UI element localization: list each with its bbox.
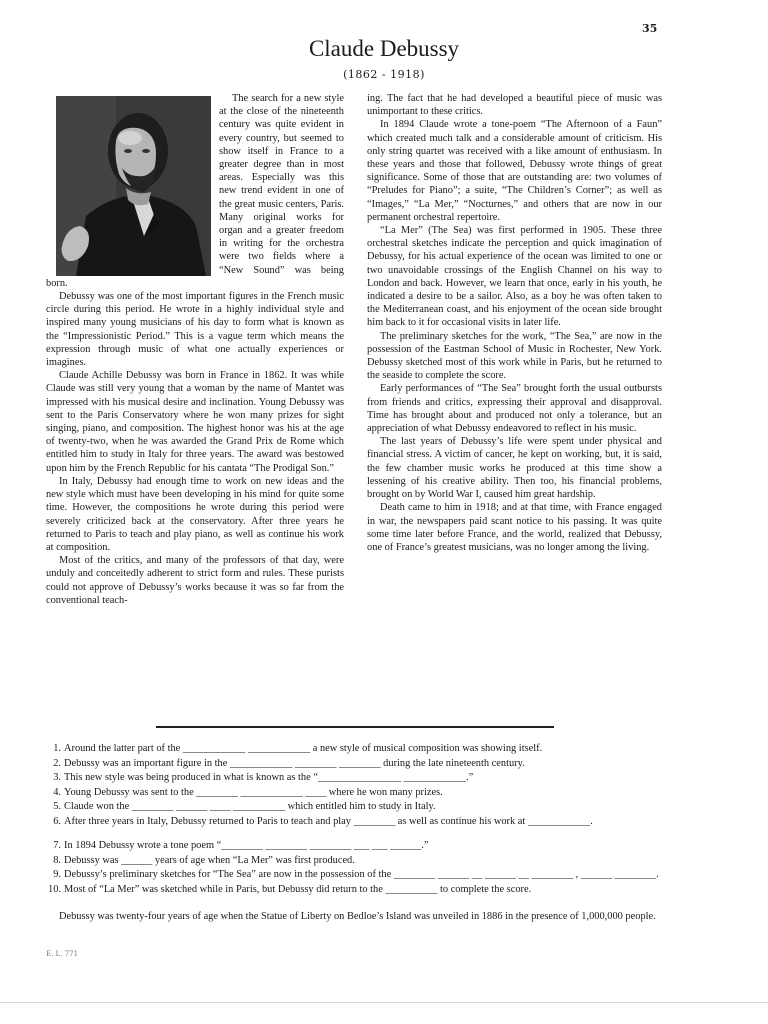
paragraph: Early performances of “The Sea” brought forth the usual outbursts from friends and critics, expressing their approval and disapproval. Time has brought about and produced not only a tolerance, but an appreciation of what Debussy endeavored to reflect in his music. — [367, 383, 662, 435]
question-number: 4. — [53, 786, 61, 798]
left-column — [46, 92, 344, 607]
question-number: 9. — [53, 869, 61, 880]
question-text: Young Debussy was sent to the ________ ____________ ____ where he won many prizes. — [64, 786, 443, 798]
page-title: Claude Debussy — [308, 36, 460, 61]
paragraph: In 1894 Claude wrote a tone-poem “The Afternoon of a Faun” which created much talk and a considerable amount of criticism. His only string quartet was received with a like amount of enthusiasm. In these years and those that followed, Debussy wrote things of great significance. Some of those that are outstanding are: two volumes of “Preludes for Piano”; a suite, “The Children’s Corner”; as well as “Images,” “La Mer,” “Nocturnes,” and others that are now in our permanent orchestral repertoire. — [367, 119, 662, 223]
question-item — [46, 883, 676, 898]
question-text: After three years in Italy, Debussy returned to Paris to teach and play ________ as well as continue his work at ____________. — [64, 815, 593, 827]
question-item — [46, 771, 676, 786]
question-item — [46, 757, 676, 772]
fun-fact-footnote: Debussy was twenty-four years of age when the Statue of Liberty on Bedloe’s Island was unveiled in 1886 in the presence of 1,000,000 people. — [59, 911, 656, 922]
paragraph: The last years of Debussy’s life were spent under physical and financial stress. A victim of cancer, he kept on working, but, it is said, the few chamber music works he produced at this time show a lessening of his creative ability. Then too, his financial problems, brought on by World War I, caused him great hardship. — [367, 436, 662, 501]
paragraph: In Italy, Debussy had enough time to work on new ideas and the new style which must have been developing in his mind for quite some time. However, the compositions he wrote during this period were severely criticized back at the conservatory. After three years he returned to Paris to teach and play piano, as well as continue his work at composition. — [46, 475, 344, 553]
question-item — [46, 786, 676, 801]
question-text: In 1894 Debussy wrote a tone poem “________ ________ ________ ___ ___ ______.” — [64, 840, 429, 851]
question-text: Debussy’s preliminary sketches for “The Sea” are now in the possession of the ________ ______ __ ______ __ ________ , ______ ________. — [64, 869, 659, 880]
paragraph: Most of the critics, and many of the professors of that day, were unduly and conceitedly adherent to strict form and rules. These purists could not approve of Debussy’s works because it was so far from the conventional teach- — [46, 555, 344, 606]
question-item — [46, 800, 676, 815]
question-number: 2. — [53, 757, 61, 769]
question-number: 10. — [48, 883, 61, 895]
page-edge — [0, 1002, 768, 1003]
question-text: Debussy was ______ years of age when “La Mer” was first produced. — [64, 854, 355, 866]
page-number: 35 — [642, 22, 658, 35]
paragraph: The search for a new style at the close of the nineteenth century was quite evident in every country, but seemed to show itself in France to a greater degree than in most areas. Especially was this new trend evident in one of the great music centers, Paris. Many original works for organ and a greater freedom in writing for the orchestra were two fields where a “New Sound” was being born. — [46, 93, 344, 289]
right-column — [367, 92, 662, 554]
question-number: 5. — [53, 801, 61, 812]
question-number: 1. — [53, 743, 61, 754]
life-dates: (1862 - 1918) — [343, 68, 425, 81]
section-divider — [156, 726, 554, 728]
question-text: Claude won the ________ ______ ____ __________ which entitled him to study in Italy. — [64, 801, 436, 812]
question-item — [46, 868, 676, 883]
paragraph: Death came to him in 1918; and at that time, with France engaged in war, the newspapers paid scant notice to his passing. It was quite some time later before France, and the world, realized that Debussy, one of France’s greatest musicians, was no longer among the living. — [367, 502, 662, 553]
question-item — [46, 815, 676, 830]
paragraph: ing. The fact that he had developed a beautiful piece of music was unimportant to these critics. — [367, 93, 662, 118]
portrait-icon — [56, 96, 211, 276]
question-text: Debussy was an important figure in the ____________ ________ ________ during the late nineteenth century. — [64, 757, 525, 769]
question-item — [46, 742, 676, 757]
question-number: 8. — [53, 854, 61, 866]
question-number: 3. — [53, 772, 61, 783]
question-text: Around the latter part of the ____________ ____________ a new style of musical composition was showing itself. — [64, 743, 543, 754]
paragraph: “La Mer” (The Sea) was first performed in 1905. These three orchestral sketches indicate the perception and quick imagination of Debussy, for his actual experience of the ocean was limited to one or two unavoidable crossings of the English Channel on his way to London and back. However, we learn that once, early in his youth, he indicated a desire to be a sailor. Also, as a boy he was often taken to the Mediterranean coast, and his enjoyment of the ocean side brought him back to it for occasional visits in later life. — [367, 225, 662, 329]
question-number: 7. — [53, 840, 61, 851]
question-number: 6. — [53, 815, 61, 827]
question-item — [46, 839, 676, 854]
paragraph: Debussy was one of the most important figures in the French music circle during this period. He wrote in a highly individual style and inspired many young musicians of his day to form what is known as the “Impressionistic Period.” This is a vague term which means the expression through music of what one actually experiences or imagines. — [46, 291, 344, 369]
paragraph: Claude Achille Debussy was born in France in 1862. It was while Claude was still very young that a woman by the name of Mantet was impressed with his musical desire and inclination. Young Debussy was sent to the Paris Conservatory where he won many prizes for sight singing, piano, and composition. The highest honor was his at the age of twenty-two, when he was awarded the Grand Prix de Rome which entitled him to study in Italy for three years. The award was bestowed upon him by the French Republic for his cantata “The Prodigal Son.” — [46, 370, 344, 474]
catalog-code: E. L. 771 — [46, 950, 79, 958]
question-text: Most of “La Mer” was sketched while in Paris, but Debussy did return to the __________ to complete the score. — [64, 883, 532, 895]
question-item — [46, 854, 676, 869]
question-text: This new style was being produced in what is known as the “________________ ____________.” — [64, 772, 474, 783]
portrait-photo — [56, 96, 211, 276]
paragraph: The preliminary sketches for the work, “The Sea,” are now in the possession of the Eastman School of Music in Rochester, New York. Debussy sketched most of this work while in Paris, but he returned to the seaside to complete the score. — [367, 330, 662, 382]
question-list — [46, 742, 676, 897]
